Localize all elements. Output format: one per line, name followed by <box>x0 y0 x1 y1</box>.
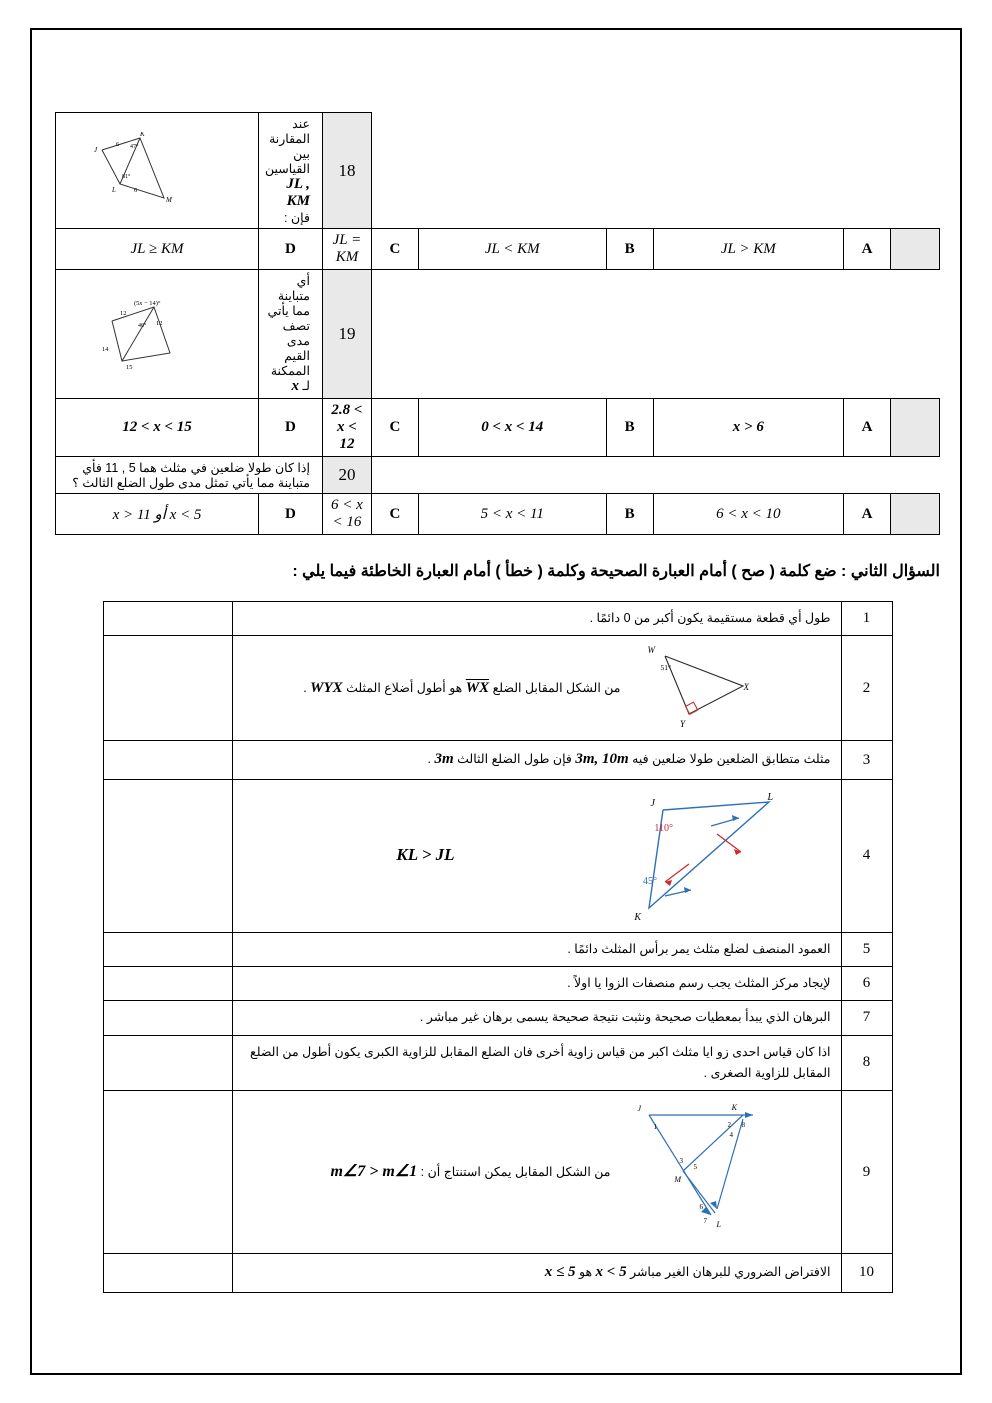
spacer-cell <box>891 229 940 270</box>
svg-text:J: J <box>650 797 655 809</box>
svg-text:12: 12 <box>120 310 127 317</box>
option-D-letter[interactable]: D <box>259 494 323 535</box>
table-row <box>103 636 892 741</box>
option-C-value[interactable]: JL = KM <box>322 229 371 270</box>
row-number: 8 <box>841 1035 892 1091</box>
svg-text:Y: Y <box>679 719 685 730</box>
statement-1-text: طول أي قطعة مستقيمة يكون أكبر من 0 دائمًا . <box>232 602 841 636</box>
statement-9-text: J K M L 1 2 8 4 3 5 6 7 من الشكل المقابل يمكن استنتاج أن : m∠7 > m∠1 <box>232 1091 841 1254</box>
svg-text:8: 8 <box>741 1121 745 1129</box>
triangle-wyx-figure <box>631 642 831 734</box>
svg-text:X: X <box>743 682 749 693</box>
option-A-value[interactable]: 6 < x < 10 <box>653 494 843 535</box>
statement-8-text: اذا كان قياس احدى زو ايا مثلث اكبر من قياس زاوية أخرى فان الضلع المقابل للزاوية الكبرى يكون أطول من الضلع المقابل للزاوية الصغرى . <box>232 1035 841 1091</box>
page-content <box>55 112 940 1293</box>
svg-text:M: M <box>166 195 172 204</box>
options-row <box>56 229 940 270</box>
option-A-letter[interactable]: A <box>844 229 891 270</box>
answer-cell[interactable] <box>103 602 232 636</box>
answer-cell[interactable] <box>103 1035 232 1091</box>
svg-text:K: K <box>633 911 641 923</box>
triangle-jklm-figure <box>621 1097 831 1247</box>
section-2-title: السؤال الثاني : ضع كلمة ( صح ) أمام العبارة الصحيحة وكلمة ( خطأ ) أمام العبارة الخاطئة فيما يلي : <box>292 563 940 580</box>
svg-text:46°: 46° <box>138 323 147 329</box>
option-D-letter[interactable]: D <box>259 399 323 457</box>
question-18-figure <box>56 113 259 229</box>
table-row <box>103 741 892 780</box>
svg-text:3: 3 <box>679 1157 683 1165</box>
svg-text:6: 6 <box>134 186 138 194</box>
question-19-figure <box>56 270 259 399</box>
row-number: 5 <box>841 932 892 966</box>
option-A-value[interactable]: JL > KM <box>653 229 843 270</box>
table-row <box>103 779 892 932</box>
svg-text:4: 4 <box>729 1131 733 1139</box>
svg-text:K: K <box>731 1103 737 1112</box>
svg-text:W: W <box>647 645 655 656</box>
row-number: 1 <box>841 602 892 636</box>
row-number: 10 <box>841 1254 892 1293</box>
option-B-letter[interactable]: B <box>606 494 653 535</box>
answer-cell[interactable] <box>103 967 232 1001</box>
question-number: 20 <box>322 457 371 494</box>
question-number: 19 <box>322 270 371 399</box>
options-row <box>56 399 940 457</box>
answer-cell[interactable] <box>103 636 232 741</box>
answer-cell[interactable] <box>103 741 232 780</box>
option-B-value[interactable]: JL < KM <box>418 229 606 270</box>
quadrilateral-jklm-figure <box>82 132 232 210</box>
statement-4-math: KL > JL <box>396 845 455 865</box>
svg-text:6: 6 <box>699 1203 703 1211</box>
statement-4-text <box>232 779 841 932</box>
svg-text:15: 15 <box>126 364 133 371</box>
question-18-prompt: عند المقارنة بين القياسين JL , KM فإن : <box>259 113 323 229</box>
svg-text:J: J <box>636 1104 641 1113</box>
row-number: 2 <box>841 636 892 741</box>
table-row <box>103 1001 892 1035</box>
table-row <box>103 1254 892 1293</box>
question-20-prompt: إذا كان طولا ضلعين في مثلث هما 5 , 11 فأي متباينة مما يأتي تمثل مدى طول الضلع الثالث ؟ <box>56 457 323 494</box>
option-D-value[interactable]: x > 11 أو x < 5 <box>56 494 259 535</box>
svg-text:L: L <box>766 791 773 803</box>
row-number: 9 <box>841 1091 892 1254</box>
option-D-value[interactable]: JL ≥ KM <box>56 229 259 270</box>
svg-text:1: 1 <box>653 1123 657 1131</box>
svg-text:K: K <box>140 131 145 138</box>
svg-text:M: M <box>673 1175 681 1184</box>
svg-text:7: 7 <box>703 1217 707 1225</box>
spacer-cell <box>891 399 940 457</box>
statement-5-text: العمود المنصف لضلع مثلث يمر برأس المثلث دائمًا . <box>232 932 841 966</box>
svg-text:51°: 51° <box>660 663 671 673</box>
option-C-letter[interactable]: C <box>371 229 418 270</box>
svg-text:(5x − 14)°: (5x − 14)° <box>134 300 161 307</box>
option-A-letter[interactable]: A <box>844 399 891 457</box>
table-row <box>103 967 892 1001</box>
question-row <box>56 457 940 494</box>
statement-2-text: W X Y 51° من الشكل المقابل الضلع WX هو أطول أضلاع المثلث WYX . <box>232 636 841 741</box>
statement-3-text: مثلث متطابق الضلعين طولا ضلعين فيه 3m, 10m فإن طول الضلع الثالث 3m . <box>232 741 841 780</box>
options-row <box>56 494 940 535</box>
svg-text:81°: 81° <box>122 173 131 180</box>
table-row <box>103 602 892 636</box>
table-row <box>103 1035 892 1091</box>
statement-7-text: البرهان الذي يبدأ بمعطيات صحيحة ونثبت نتيجة صحيحة يسمى برهان غير مباشر . <box>232 1001 841 1035</box>
svg-text:45°: 45° <box>642 875 657 887</box>
svg-text:L: L <box>716 1220 721 1229</box>
table-row <box>103 1091 892 1254</box>
table-row <box>103 932 892 966</box>
svg-text:J: J <box>94 145 98 154</box>
option-C-value[interactable]: 2.8 < x < 12 <box>322 399 371 457</box>
option-A-letter[interactable]: A <box>844 494 891 535</box>
option-C-value[interactable]: 6 < x < 16 <box>322 494 371 535</box>
svg-text:110°: 110° <box>653 822 673 834</box>
triangle-jkl-figure <box>621 786 831 926</box>
spacer-cell <box>891 494 940 535</box>
option-D-value[interactable]: 12 < x < 15 <box>56 399 259 457</box>
multiple-choice-table <box>55 112 940 535</box>
svg-text:L: L <box>112 185 116 194</box>
statement-10-text: الافتراض الضروري للبرهان الغير مباشر x < 5 هو x ≤ 5 <box>232 1254 841 1293</box>
row-number: 7 <box>841 1001 892 1035</box>
option-A-value[interactable]: x > 6 <box>653 399 843 457</box>
option-D-letter[interactable]: D <box>259 229 323 270</box>
option-C-letter[interactable]: C <box>371 399 418 457</box>
row-number: 3 <box>841 741 892 780</box>
svg-text:14: 14 <box>102 346 109 353</box>
question-row <box>56 270 940 399</box>
svg-text:6: 6 <box>116 140 120 148</box>
svg-text:2: 2 <box>727 1121 731 1129</box>
svg-text:5: 5 <box>693 1163 697 1171</box>
row-number: 4 <box>841 779 892 932</box>
quadrilateral-x-figure <box>82 295 232 373</box>
statement-6-text: لإيجاد مركز المثلث يجب رسم منصفات الزوا يا اولاً . <box>232 967 841 1001</box>
answer-cell[interactable] <box>103 1091 232 1254</box>
option-B-letter[interactable]: B <box>606 399 653 457</box>
question-row <box>56 113 940 229</box>
answer-cell[interactable] <box>103 932 232 966</box>
answer-cell[interactable] <box>103 1001 232 1035</box>
option-B-value[interactable]: 0 < x < 14 <box>418 399 606 457</box>
option-B-value[interactable]: 5 < x < 11 <box>418 494 606 535</box>
svg-text:47°: 47° <box>130 143 139 150</box>
question-19-prompt: أي متباينة مما يأتي تصف مدى القيم الممكنة لـ x <box>259 270 323 399</box>
answer-cell[interactable] <box>103 779 232 932</box>
true-false-table <box>103 601 893 1293</box>
option-B-letter[interactable]: B <box>606 229 653 270</box>
row-number: 6 <box>841 967 892 1001</box>
answer-cell[interactable] <box>103 1254 232 1293</box>
question-number: 18 <box>322 113 371 229</box>
svg-text:12: 12 <box>156 320 163 327</box>
option-C-letter[interactable]: C <box>371 494 418 535</box>
